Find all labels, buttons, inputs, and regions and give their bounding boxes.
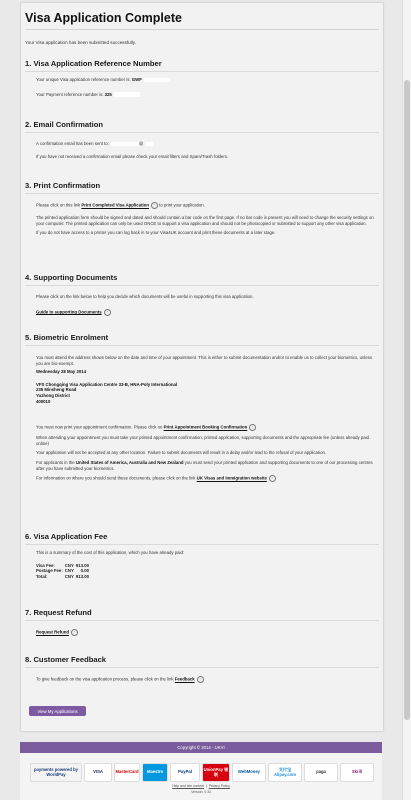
payment-line [36, 92, 379, 98]
section-heading: 5. Biometric Enrolment [25, 333, 109, 342]
info-icon[interactable]: › [269, 475, 276, 482]
info-icon[interactable]: › [249, 424, 256, 431]
fee-table [36, 563, 91, 580]
overseas-text-c: you must send your printed application and supporting documents to one of our processing centres after you have submitted your biometrics. [36, 459, 373, 471]
reference-value: GWF [131, 77, 142, 82]
section-divider [25, 345, 379, 346]
section-application-fee [25, 532, 379, 579]
section-heading: 4. Supporting Documents [25, 273, 118, 282]
section-divider [25, 71, 379, 72]
request-refund-link[interactable]: Request Refund [36, 629, 69, 635]
title-divider [25, 29, 379, 30]
print-later-text: If you do not have access to a printer you can log back in to your Visa4UK account and print these documents at a later stage. [36, 230, 276, 236]
view-my-applications-button[interactable]: View My Applications [29, 706, 86, 716]
address-line-3: Yuzhong District [36, 392, 70, 398]
print-appointment-link[interactable]: Print Appointment Booking Confirmation [163, 424, 248, 430]
appointment-date: Wednesday 28 May 2014 [36, 369, 87, 375]
payment-label: Your Payment reference number is: [36, 91, 104, 97]
fee-amount: 913.00 [75, 573, 89, 579]
footer-bar [20, 742, 382, 753]
reference-line [36, 77, 379, 83]
documents-link-line [36, 309, 379, 316]
email-value: @ [138, 141, 144, 146]
footer-links: Help and site content | Privacy Policy [172, 784, 230, 788]
privacy-link[interactable]: Privacy Policy [208, 784, 230, 788]
redacted-block [111, 142, 139, 147]
info-icon[interactable]: › [197, 676, 204, 683]
print-line [36, 202, 379, 209]
section-heading: 3. Print Confirmation [25, 181, 101, 190]
payment-value: 325 [104, 91, 112, 97]
documents-text: Please click on the link below to help you decide which documents will be useful in supporting this visa application. [36, 294, 254, 299]
section-divider [25, 193, 379, 194]
feedback-link[interactable]: Feedback [174, 676, 195, 682]
guide-documents-link[interactable]: Guide to supporting Documents [36, 309, 102, 315]
section-divider [25, 620, 379, 621]
attendance-text: When attending your appointment you must take your printed appointment confirmation, printed application, supporting documents and the appropriate fee (unless already paid online) [36, 435, 369, 446]
biometric-intro: You must attend the address shown below on the date and time of your appointment. This is either to submit documentation and/or to enable us to collect your biometrics, unless you are bio-exempt. [36, 355, 373, 366]
ukvi-website-link[interactable]: UK Visas and Immigration website [196, 475, 267, 481]
fee-summary-text: This is a summary of the cost of this application, which you have already paid: [36, 550, 185, 555]
fee-currency: CNY [64, 573, 74, 579]
section-heading: 1. Visa Application Reference Number [25, 59, 162, 68]
ukvi-text: For information on where you should send these documents, please click on the link [36, 475, 196, 481]
scrollbar-thumb[interactable] [404, 80, 410, 720]
info-icon[interactable]: › [104, 309, 111, 316]
email-line [36, 141, 379, 147]
address-line-1: VFS Chongqing Visa Application Centre 33-B, HNA-Poly International [36, 381, 178, 387]
maestro-logo: Maestro [142, 763, 168, 782]
section-print-confirmation [25, 181, 379, 236]
redacted-block [114, 92, 140, 97]
section-divider [25, 132, 379, 133]
info-icon[interactable]: › [71, 629, 78, 636]
fee-currency: CNY [64, 562, 74, 568]
copyright-text: Copyright © 2014 - UKVI [177, 745, 225, 750]
appointment-print-text: You must now print your appointment confirmation. Please click on [36, 424, 163, 430]
section-heading: 8. Customer Feedback [25, 655, 107, 664]
fee-label: Visa Fee: [36, 562, 55, 568]
overseas-applicants-text [36, 460, 379, 471]
redacted-block [145, 142, 153, 147]
content-inner [25, 3, 379, 714]
email-help-text: If you have not received a confirmation email please check your email filters and Spam/Trash folders. [36, 153, 229, 159]
worldpay-logo: payments powered by WorldPay [30, 763, 82, 782]
table-row [36, 574, 91, 580]
section-biometric-enrolment [25, 333, 379, 482]
fee-label: Total: [36, 573, 48, 579]
help-link[interactable]: Help and site content [172, 784, 205, 788]
print-text: Please click on this link [36, 202, 81, 208]
print-text-end: to print your application. [159, 202, 205, 208]
overseas-text-a: For applicants in the [36, 459, 75, 465]
paypal-logo: PayPal [170, 763, 200, 782]
reference-label: Your unique Visa application reference number is: [36, 77, 131, 82]
payment-logos [30, 763, 375, 780]
paga-logo: paga [304, 763, 338, 782]
print-application-link[interactable]: Print Completed Visa Application [81, 202, 149, 208]
skrill-logo: Skrill [340, 763, 374, 782]
section-divider [25, 285, 379, 286]
payment-logos-bar [20, 753, 382, 800]
intro-text: Your Visa application has been submitted successfully. [25, 40, 136, 45]
section-heading: 2. Email Confirmation [25, 120, 104, 129]
section-reference-number [25, 59, 379, 97]
section-heading: 7. Request Refund [25, 608, 92, 617]
page-scrollbar[interactable] [402, 0, 411, 800]
feedback-line [36, 676, 379, 683]
location-warning: Your application will not be accepted at any other location. Failure to submit documents will result in a delay and/or lead to the refusal of your application. [36, 450, 327, 456]
overseas-countries: United States of America, Australia and New Zealand [75, 459, 184, 465]
content-panel [20, 2, 384, 732]
info-icon[interactable]: › [151, 202, 158, 209]
section-divider [25, 544, 379, 545]
fee-amount: 0.00 [80, 568, 89, 574]
section-email-confirmation [25, 120, 379, 159]
alipay-logo: 支付宝 Alipay.com [268, 763, 302, 782]
section-heading: 6. Visa Application Fee [25, 532, 108, 541]
section-supporting-documents [25, 273, 379, 316]
address-line-2: 235 Minsheng Road [36, 387, 77, 393]
fee-currency: CNY [64, 568, 74, 574]
version-text: Version: 0.34 [191, 790, 211, 794]
ukvi-info-line [36, 475, 379, 482]
section-customer-feedback [25, 655, 379, 683]
appointment-print-line [36, 424, 379, 431]
feedback-text: To give feedback on the visa application process, please click on the link [36, 676, 174, 682]
email-label: A confirmation email has been sent to: [36, 141, 109, 146]
unionpay-logo: UnionPay 银联 [202, 763, 230, 782]
mastercard-logo: MasterCard [114, 763, 140, 782]
redacted-block [144, 78, 170, 83]
print-instructions: The printed application form should be signed and dated and should contain a bar code on the first page. If no bar code is present you will need to change the security settings on your computer. The printed application can only be used ONCE to support a visa application and should not be photocopied or submitted to support any other visa application. [36, 215, 374, 226]
fee-amount: 913.00 [75, 562, 89, 568]
fee-label: Postage Fee: [36, 568, 63, 574]
section-request-refund [25, 608, 379, 636]
page-title: Visa Application Complete [25, 11, 182, 25]
webmoney-logo: WebMoney [232, 763, 266, 782]
visa-logo: VISA [84, 763, 112, 782]
address-line-4: 400010 [36, 398, 51, 404]
refund-link-line [36, 629, 379, 636]
section-divider [25, 667, 379, 668]
